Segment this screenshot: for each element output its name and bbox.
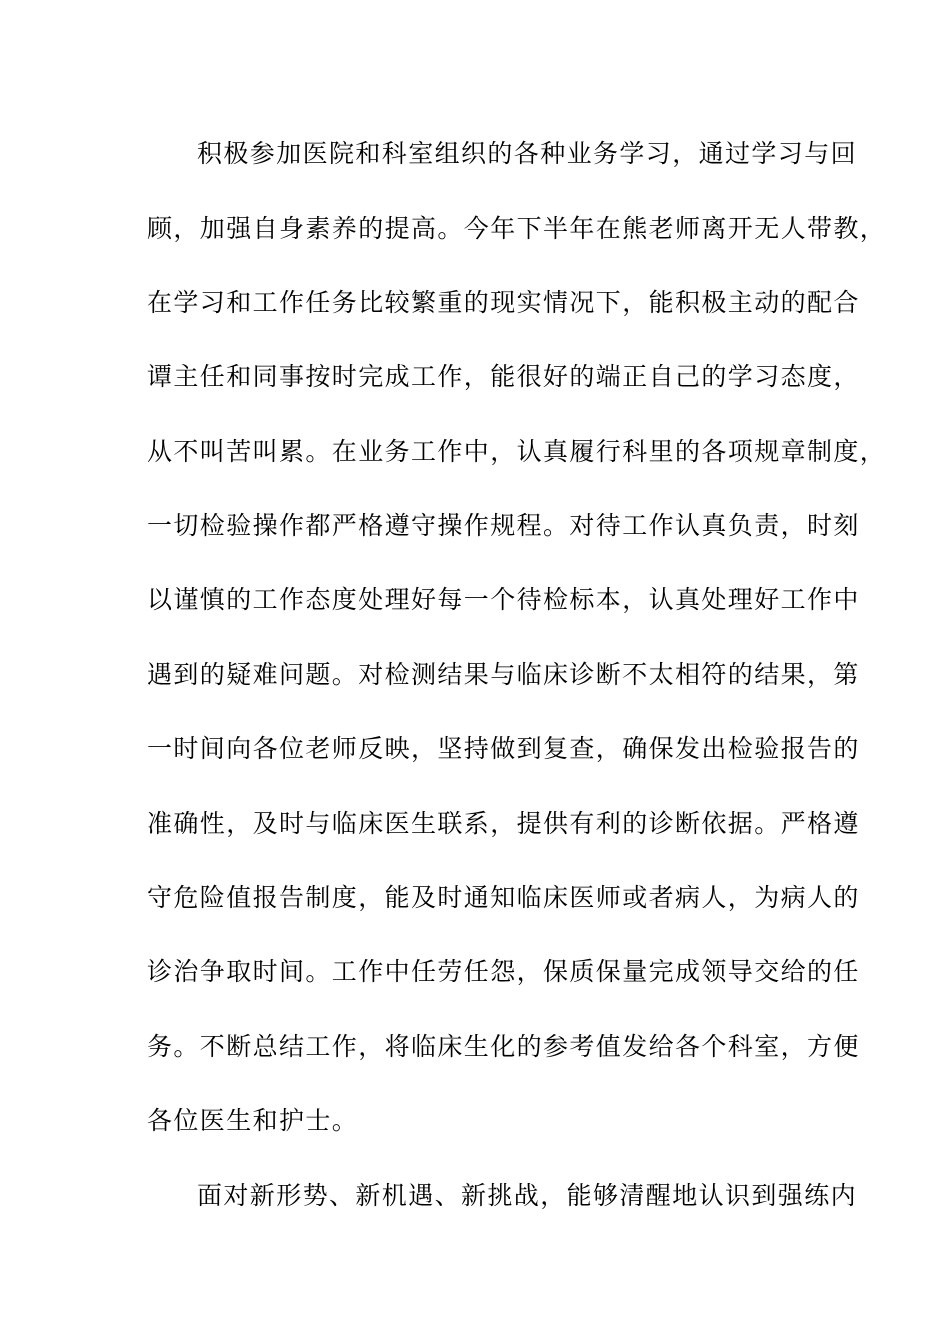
- paragraph-1-line-10: 准确性，及时与临床医生联系，提供有利的诊断依据。严格遵: [147, 809, 860, 838]
- paragraph-1-line-13: 务。不断总结工作，将临床生化的参考值发给各个科室，方便: [147, 1032, 860, 1061]
- paragraph-1-line-3: 在学习和工作任务比较繁重的现实情况下，能积极主动的配合: [147, 288, 860, 317]
- paragraph-2-line-1: 面对新形势、新机遇、新挑战，能够清醒地认识到强练内: [197, 1181, 858, 1210]
- paragraph-1-line-5: 从不叫苦叫累。在业务工作中，认真履行科里的各项规章制度，: [147, 437, 887, 466]
- paragraph-1-line-11: 守危险值报告制度，能及时通知临床医师或者病人，为病人的: [147, 883, 860, 912]
- paragraph-1-line-9: 一时间向各位老师反映，坚持做到复查，确保发出检验报告的: [147, 734, 860, 763]
- paragraph-1-line-7: 以谨慎的工作态度处理好每一个待检标本，认真处理好工作中: [147, 585, 860, 614]
- paragraph-1-line-6: 一切检验操作都严格遵守操作规程。对待工作认真负责，时刻: [147, 511, 860, 540]
- paragraph-1-line-2: 顾，加强自身素养的提高。今年下半年在熊老师离开无人带教，: [147, 214, 887, 243]
- paragraph-1-line-12: 诊治争取时间。工作中任劳任怨，保质保量完成领导交给的任: [147, 957, 860, 986]
- paragraph-1-line-4: 谭主任和同事按时完成工作，能很好的端正自己的学习态度，: [147, 362, 860, 391]
- paragraph-1-line-1: 积极参加医院和科室组织的各种业务学习，通过学习与回: [197, 139, 858, 168]
- paragraph-1-line-8: 遇到的疑难问题。对检测结果与临床诊断不太相符的结果，第: [147, 660, 860, 689]
- paragraph-1-line-14: 各位医生和护士。: [147, 1106, 359, 1135]
